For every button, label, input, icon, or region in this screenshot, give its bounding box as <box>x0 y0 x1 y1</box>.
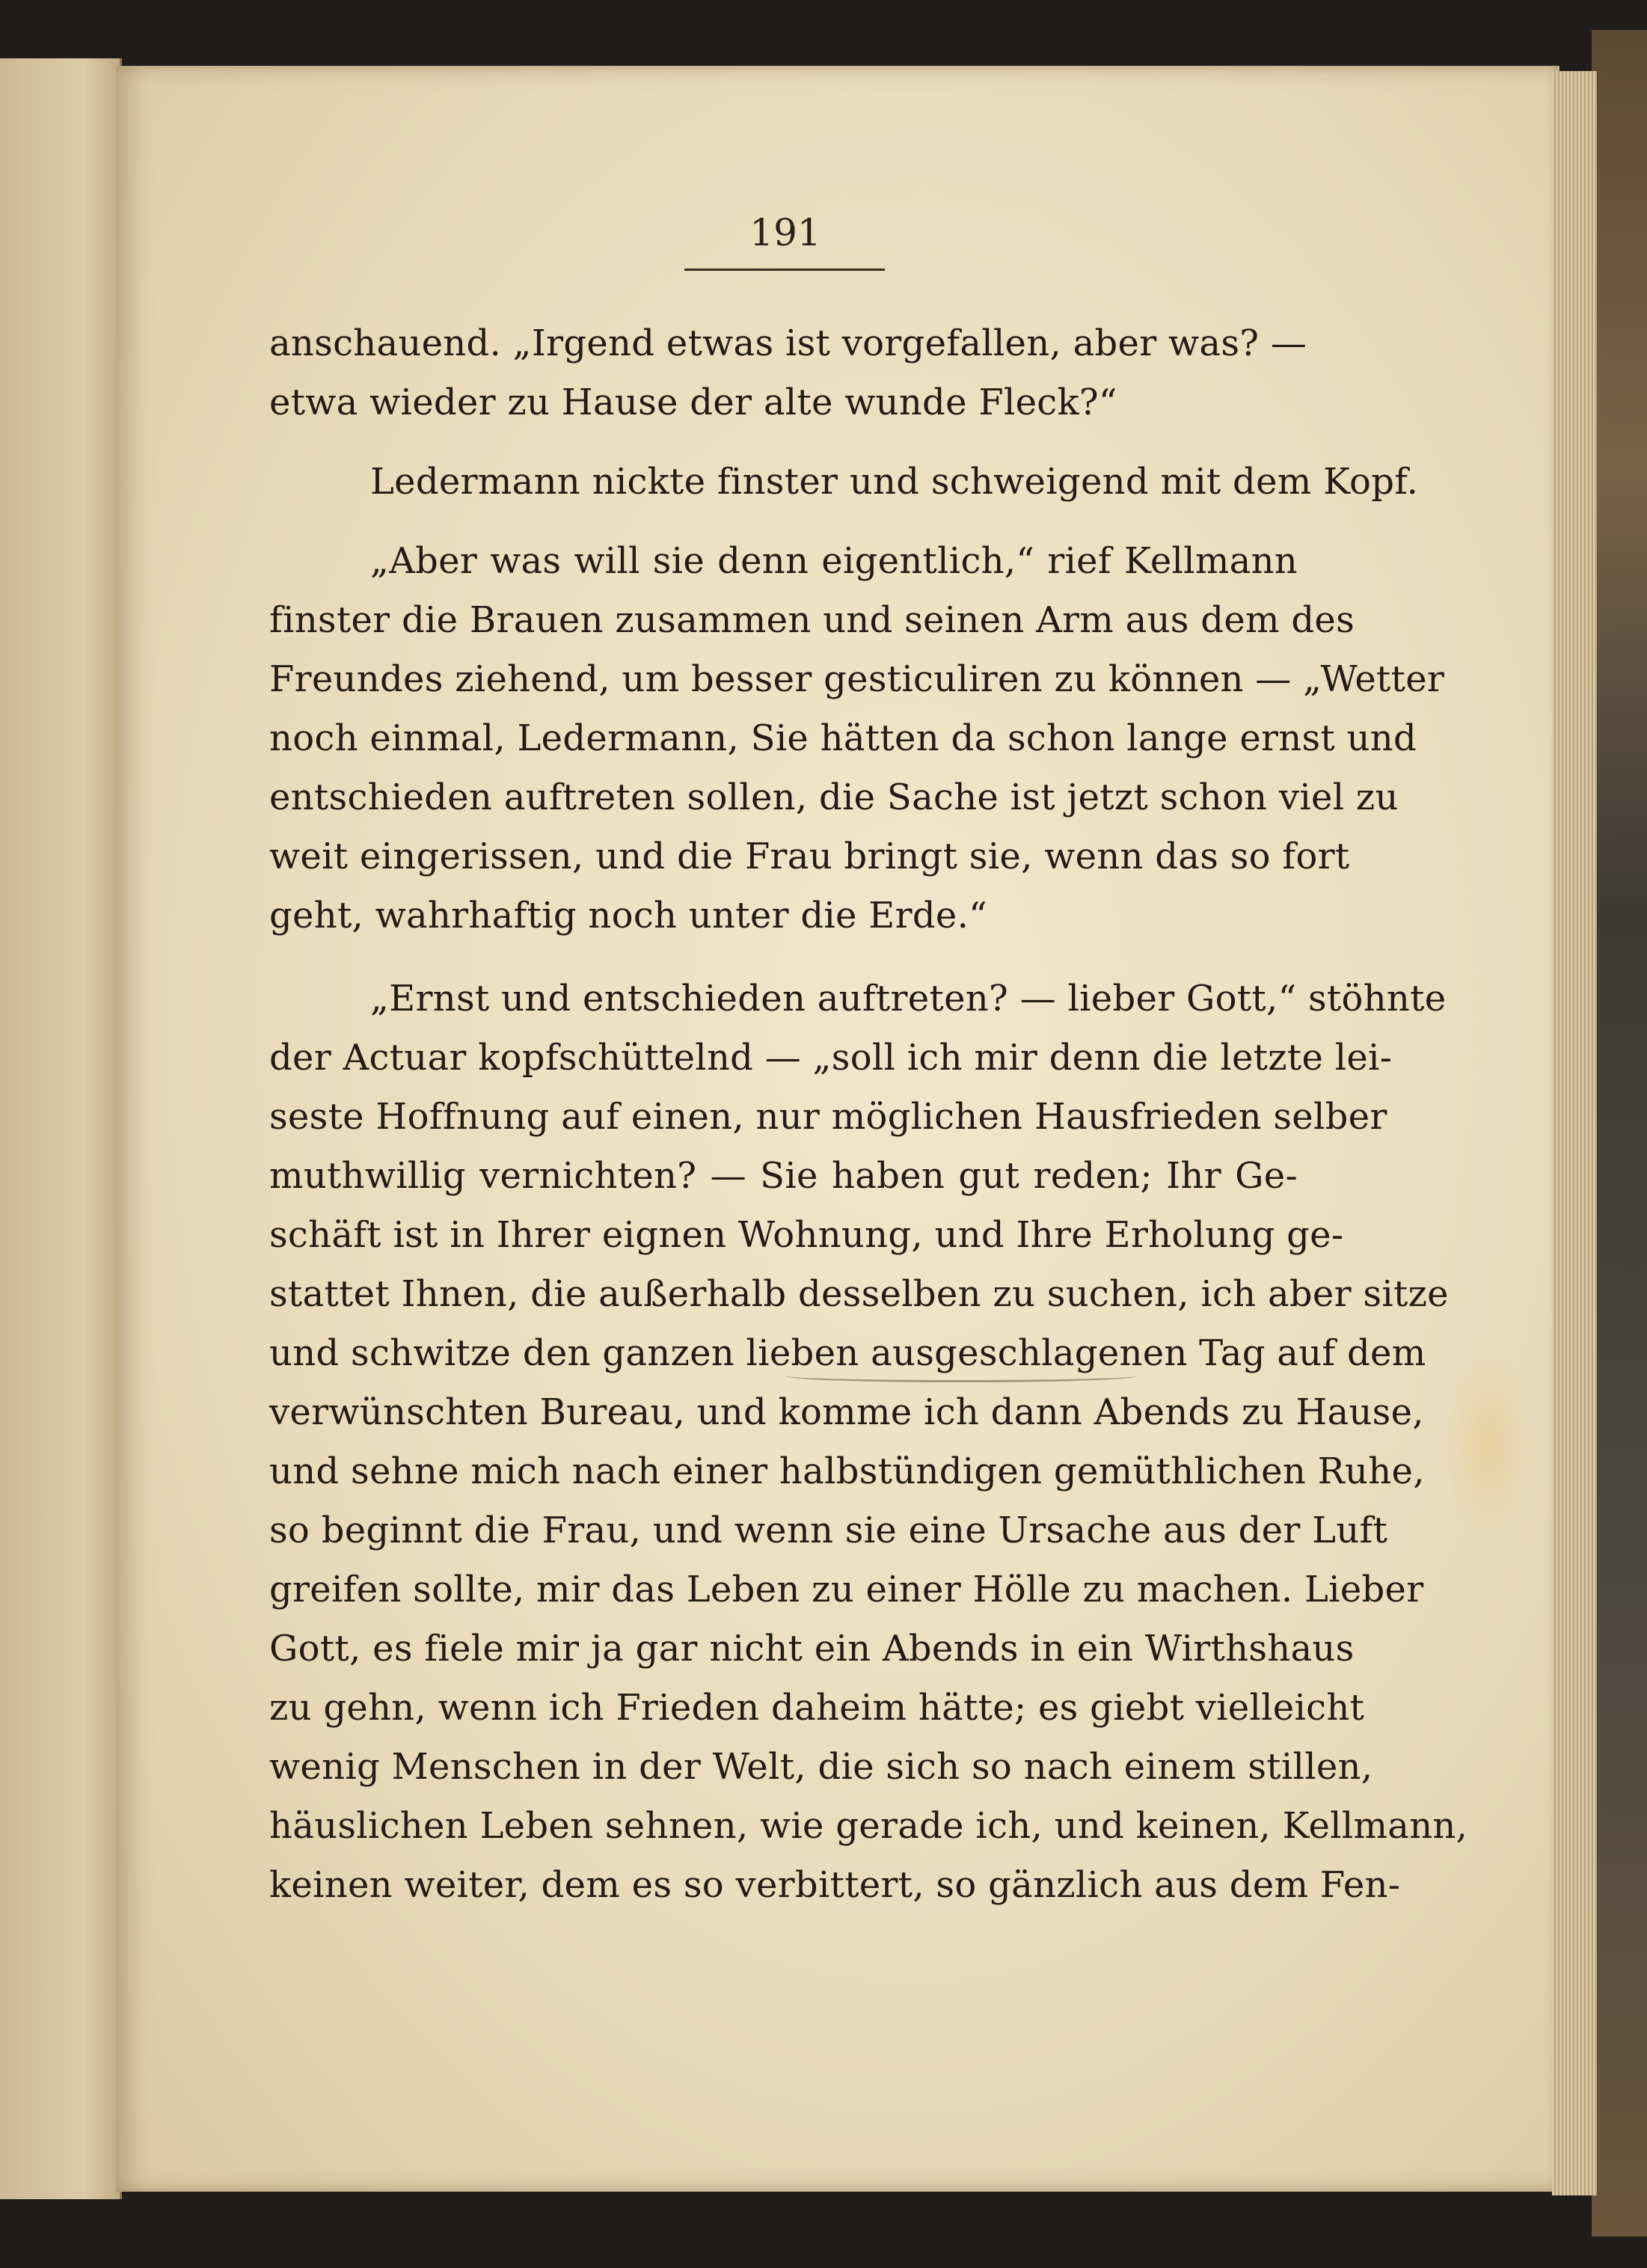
text-line: muthwillig vernichten? — Sie haben gut reden; Ihr Ge- <box>269 1155 1298 1197</box>
text-line: seste Hoffnung auf einen, nur möglichen Hausfrieden selber <box>269 1096 1387 1138</box>
text-line: geht, wahrhaftig noch unter die Erde.“ <box>269 895 987 937</box>
text-line: verwünschten Bureau, und komme ich dann Abends zu Hause, <box>269 1391 1424 1433</box>
text-line: greifen sollte, mir das Leben zu einer Hölle zu machen. Lieber <box>269 1569 1424 1610</box>
text-line: und schwitze den ganzen lieben ausgeschlagenen Tag auf dem <box>269 1332 1426 1374</box>
text-line: „Ernst und entschieden auftreten? — lieber Gott,“ stöhnte <box>370 978 1447 1020</box>
page-number: 191 <box>749 211 821 254</box>
text-line: stattet Ihnen, die außerhalb desselben zu suchen, ich aber sitze <box>269 1273 1449 1315</box>
book-cover-edge <box>1592 30 1647 2237</box>
text-line: häuslichen Leben sehnen, wie gerade ich, und keinen, Kellmann, <box>269 1805 1468 1847</box>
pencil-underline <box>785 1370 1137 1382</box>
text-line: anschauend. „Irgend etwas ist vorgefallen, aber was? — <box>269 322 1307 364</box>
text-line: keinen weiter, dem es so verbittert, so gänzlich aus dem Fen- <box>269 1864 1401 1906</box>
text-line: „Aber was will sie denn eigentlich,“ rief Kellmann <box>370 540 1298 582</box>
page-stack-edge <box>1552 71 1597 2195</box>
text-line: finster die Brauen zusammen und seinen Arm aus dem des <box>269 599 1355 641</box>
text-line: der Actuar kopfschüttelnd — „soll ich mir denn die letzte lei- <box>269 1037 1393 1079</box>
text-line: wenig Menschen in der Welt, die sich so nach einem stillen, <box>269 1746 1373 1788</box>
paper-stain <box>1444 1346 1533 1541</box>
facing-page-edge <box>0 58 122 2199</box>
text-line: Gott, es fiele mir ja gar nicht ein Abends in ein Wirthshaus <box>269 1628 1355 1670</box>
text-line: Ledermann nickte finster und schweigend mit dem Kopf. <box>370 461 1419 503</box>
text-line: schäft ist in Ihrer eignen Wohnung, und Ihre Erholung ge- <box>269 1214 1344 1256</box>
text-line: zu gehn, wenn ich Frieden daheim hätte; es giebt vielleicht <box>269 1687 1365 1729</box>
header-rule <box>684 269 885 271</box>
text-line: noch einmal, Ledermann, Sie hätten da schon lange ernst und <box>269 717 1417 759</box>
text-line: und sehne mich nach einer halbstündigen gemüthlichen Ruhe, <box>269 1450 1425 1492</box>
text-line: so beginnt die Frau, und wenn sie eine Ursache aus der Luft <box>269 1510 1388 1551</box>
text-line: entschieden auftreten sollen, die Sache ist jetzt schon viel zu <box>269 776 1399 818</box>
body-text <box>269 314 1468 1915</box>
text-line: etwa wieder zu Hause der alte wunde Fleck?“ <box>269 381 1117 423</box>
text-line: weit eingerissen, und die Frau bringt sie, wenn das so fort <box>269 836 1350 877</box>
text-line: Freundes ziehend, um besser gesticuliren zu können — „Wetter <box>269 658 1445 700</box>
